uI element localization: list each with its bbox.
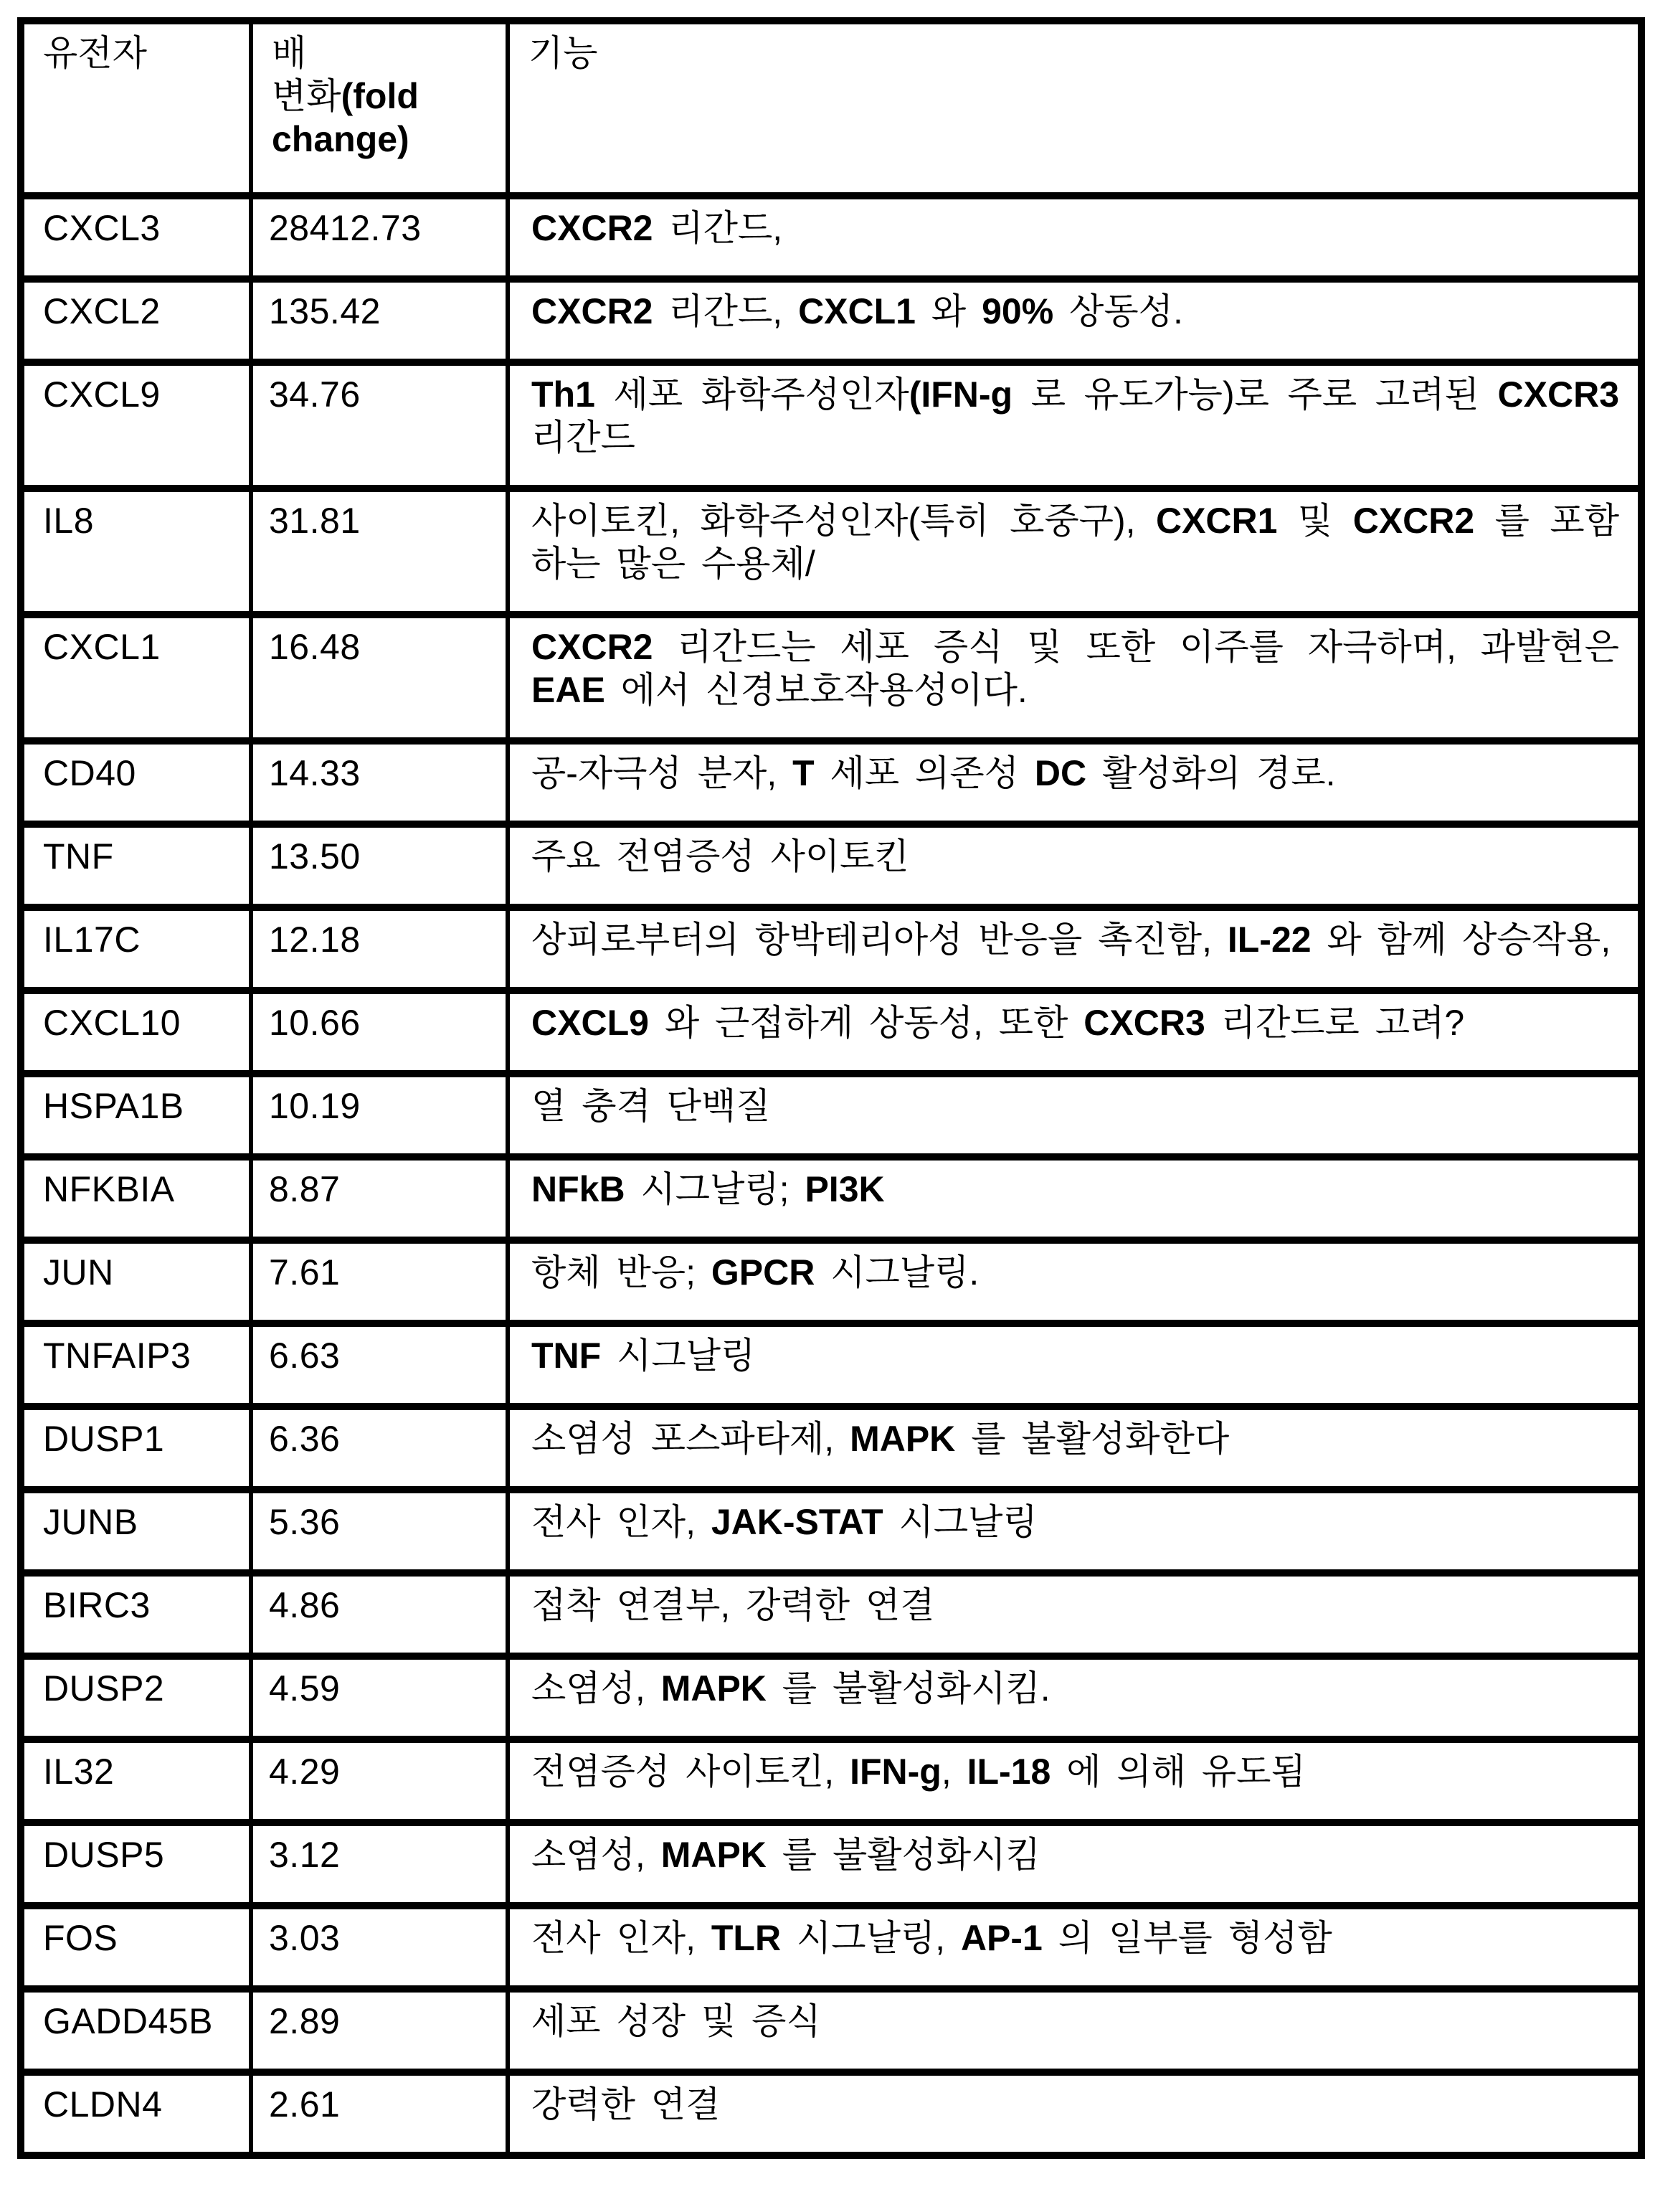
- function-cell: CXCR2 리간드,: [508, 196, 1641, 279]
- gene-name-cell: CD40: [21, 741, 251, 824]
- fold-change-cell: 12.18: [251, 907, 508, 991]
- gene-name-cell: FOS: [21, 1906, 251, 1989]
- fold-change-cell: 6.36: [251, 1407, 508, 1490]
- gene-name-cell: CXCL1: [21, 615, 251, 741]
- function-cell: 전사 인자, JAK-STAT 시그날링: [508, 1490, 1641, 1573]
- gene-name-cell: CXCL9: [21, 362, 251, 488]
- fold-change-cell: 6.63: [251, 1323, 508, 1407]
- table-row: [21, 1240, 1641, 1323]
- table-row: [21, 1407, 1641, 1490]
- gene-name-cell: CXCL10: [21, 991, 251, 1074]
- table-row: [21, 1323, 1641, 1407]
- col-header-function: 기능: [508, 21, 1641, 196]
- table-row: [21, 1573, 1641, 1656]
- gene-name-cell: JUNB: [21, 1490, 251, 1573]
- gene-name-cell: IL8: [21, 488, 251, 615]
- function-cell: 강력한 연결: [508, 2072, 1641, 2155]
- fold-change-cell: 4.29: [251, 1739, 508, 1823]
- fold-change-cell: 2.89: [251, 1989, 508, 2072]
- function-cell: 세포 성장 및 증식: [508, 1989, 1641, 2072]
- table-row: [21, 1074, 1641, 1157]
- function-cell: 공-자극성 분자, T 세포 의존성 DC 활성화의 경로.: [508, 741, 1641, 824]
- table-row: [21, 196, 1641, 279]
- table-row: [21, 907, 1641, 991]
- function-cell: Th1 세포 화학주성인자(IFN-g 로 유도가능)로 주로 고려된 CXCR3 리간드: [508, 362, 1641, 488]
- gene-name-cell: IL32: [21, 1739, 251, 1823]
- table-row: [21, 741, 1641, 824]
- fold-change-cell: 14.33: [251, 741, 508, 824]
- gene-name-cell: DUSP1: [21, 1407, 251, 1490]
- table-row: [21, 1490, 1641, 1573]
- col-header-fold-change: 배 변화(fold change): [251, 21, 508, 196]
- function-cell: TNF 시그날링: [508, 1323, 1641, 1407]
- table-header-row: [21, 21, 1641, 196]
- function-cell: 상피로부터의 항박테리아성 반응을 촉진함, IL-22 와 함께 상승작용,: [508, 907, 1641, 991]
- col-header-gene: 유전자: [21, 21, 251, 196]
- gene-name-cell: CXCL2: [21, 279, 251, 362]
- table-row: [21, 2072, 1641, 2155]
- table-row: [21, 1823, 1641, 1906]
- gene-name-cell: CXCL3: [21, 196, 251, 279]
- gene-name-cell: HSPA1B: [21, 1074, 251, 1157]
- table-row: [21, 1739, 1641, 1823]
- fold-change-cell: 5.36: [251, 1490, 508, 1573]
- function-cell: CXCR2 리간드는 세포 증식 및 또한 이주를 자극하며, 과발현은 EAE 에서 신경보호작용성이다.: [508, 615, 1641, 741]
- gene-name-cell: TNF: [21, 824, 251, 907]
- fold-change-cell: 4.86: [251, 1573, 508, 1656]
- fold-change-cell: 28412.73: [251, 196, 508, 279]
- function-cell: 사이토킨, 화학주성인자(특히 호중구), CXCR1 및 CXCR2 를 포함하는 많은 수용체/: [508, 488, 1641, 615]
- table-row: [21, 1906, 1641, 1989]
- gene-fold-change-table: [17, 17, 1645, 2159]
- gene-name-cell: DUSP2: [21, 1656, 251, 1739]
- function-cell: NFkB 시그날링; PI3K: [508, 1157, 1641, 1240]
- table-row: [21, 488, 1641, 615]
- function-cell: 항체 반응; GPCR 시그날링.: [508, 1240, 1641, 1323]
- function-cell: 전염증성 사이토킨, IFN-g, IL-18 에 의해 유도됨: [508, 1739, 1641, 1823]
- gene-name-cell: BIRC3: [21, 1573, 251, 1656]
- gene-name-cell: IL17C: [21, 907, 251, 991]
- function-cell: 소염성 포스파타제, MAPK 를 불활성화한다: [508, 1407, 1641, 1490]
- gene-name-cell: CLDN4: [21, 2072, 251, 2155]
- table-body: [21, 196, 1641, 2155]
- function-cell: 접착 연결부, 강력한 연결: [508, 1573, 1641, 1656]
- table-row: [21, 1157, 1641, 1240]
- fold-change-cell: 13.50: [251, 824, 508, 907]
- function-cell: 소염성, MAPK 를 불활성화시킴.: [508, 1656, 1641, 1739]
- fold-change-cell: 3.03: [251, 1906, 508, 1989]
- table-row: [21, 279, 1641, 362]
- table-row: [21, 1989, 1641, 2072]
- gene-name-cell: JUN: [21, 1240, 251, 1323]
- function-cell: 열 충격 단백질: [508, 1074, 1641, 1157]
- function-cell: CXCL9 와 근접하게 상동성, 또한 CXCR3 리간드로 고려?: [508, 991, 1641, 1074]
- fold-change-cell: 3.12: [251, 1823, 508, 1906]
- fold-change-cell: 7.61: [251, 1240, 508, 1323]
- table-row: [21, 362, 1641, 488]
- fold-change-cell: 10.66: [251, 991, 508, 1074]
- fold-change-cell: 34.76: [251, 362, 508, 488]
- function-cell: CXCR2 리간드, CXCL1 와 90% 상동성.: [508, 279, 1641, 362]
- gene-name-cell: NFKBIA: [21, 1157, 251, 1240]
- fold-change-cell: 31.81: [251, 488, 508, 615]
- table-row: [21, 991, 1641, 1074]
- gene-name-cell: GADD45B: [21, 1989, 251, 2072]
- function-cell: 소염성, MAPK 를 불활성화시킴: [508, 1823, 1641, 1906]
- table-row: [21, 824, 1641, 907]
- fold-change-cell: 8.87: [251, 1157, 508, 1240]
- table-row: [21, 615, 1641, 741]
- fold-change-cell: 16.48: [251, 615, 508, 741]
- function-cell: 주요 전염증성 사이토킨: [508, 824, 1641, 907]
- fold-change-cell: 2.61: [251, 2072, 508, 2155]
- fold-change-cell: 135.42: [251, 279, 508, 362]
- fold-change-cell: 10.19: [251, 1074, 508, 1157]
- gene-name-cell: TNFAIP3: [21, 1323, 251, 1407]
- gene-name-cell: DUSP5: [21, 1823, 251, 1906]
- table-row: [21, 1656, 1641, 1739]
- fold-change-cell: 4.59: [251, 1656, 508, 1739]
- function-cell: 전사 인자, TLR 시그날링, AP-1 의 일부를 형성함: [508, 1906, 1641, 1989]
